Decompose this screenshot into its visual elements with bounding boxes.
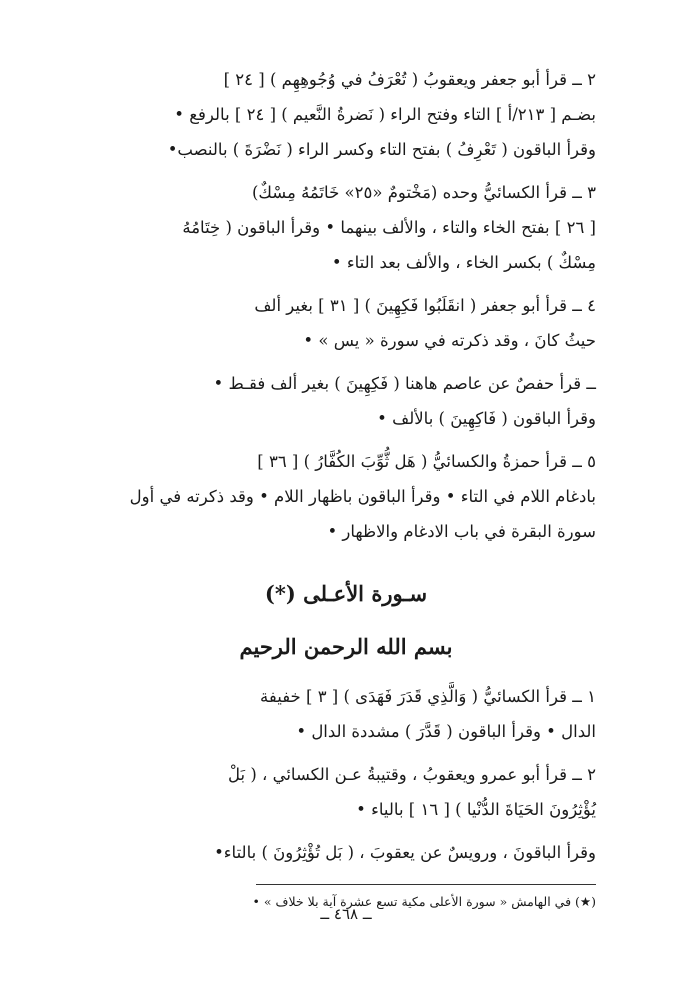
- page-body: [96, 62, 596, 912]
- reading-entry-2: [96, 62, 596, 167]
- text-line: ٢ ــ قرأ أبو عمرو ويعقوبُ ، وقتيبةُ عـن الكسائي ، ( بَلْ: [227, 765, 596, 784]
- text-line: يُؤْثِرُونَ الحَيَاةَ الدُّنْيا ) [ ١٦ ] بالياء •: [356, 800, 596, 819]
- reading-entry-3: [96, 175, 596, 280]
- text-line: سورة البقرة في باب الادغام والاظهار •: [327, 522, 596, 541]
- basmala: بسم الله الرحمن الرحيم: [239, 634, 453, 659]
- text-line: [ ٢٦ ] بفتح الخاء والتاء ، والألف بينهما • وقرأ الباقون ( خِتَامُهُ: [182, 218, 596, 237]
- page-number: ــ ٤٦٨ ــ: [320, 905, 372, 923]
- reading-entry-4: [96, 288, 596, 358]
- text-line: ٤ ــ قرأ أبو جعفر ( انقَلَبُوا فَكِهِينَ ) [ ٣١ ] بغير ألف: [254, 296, 596, 315]
- reading-entry-hafs: [96, 366, 596, 436]
- text-line: وقرأ الباقون ( فَاكِهِينَ ) بالألف •: [377, 409, 596, 428]
- text-line: حيثُ كانَ ، وقد ذكرته في سورة « يس » •: [303, 331, 596, 350]
- reading-entry-others: [96, 835, 596, 870]
- text-line: بضـم [ ٢١٣/أ ] التاء وفتح الراء ( نَضرةُ النَّعيم ) [ ٢٤ ] بالرفع •: [174, 105, 596, 124]
- text-line: ١ ــ قرأ الكسائيُّ ( وَالَّذِي قَدَرَ فَهَدَى ) [ ٣ ] خفيفة: [260, 687, 596, 706]
- text-line: مِسْكٌ ) بكسر الخاء ، والألف بعد التاء •: [331, 253, 596, 272]
- text-line: ــ قرأ حفصٌ عن عاصم هاهنا ( فَكِهِينَ ) بغير ألف فقـط •: [213, 374, 596, 393]
- text-line: وقرأ الباقون ( تَعْرِفُ ) بفتح التاء وكسر الراء ( نَضْرَةَ ) بالنصب•: [167, 140, 596, 159]
- text-line: ٥ ــ قرأ حمزةُ والكسائيُّ ( هَل ثُّوِّبَ الكُفَّارُ ) [ ٣٦ ]: [257, 452, 596, 471]
- text-line: بادغام اللام في التاء • وقرأ الباقون باظهار اللام • وقد ذكرته في أول: [129, 487, 596, 506]
- footnote-divider: [256, 884, 596, 885]
- surah-title: سـورة الأعـلى (*): [264, 581, 428, 606]
- text-line: ٢ ــ قرأ أبو جعفر ويعقوبُ ( تُعْرَفُ في وُجُوهِهِم ) [ ٢٤ ]: [223, 70, 596, 89]
- footnote: (★) في الهامش « سورة الأعلى مكية تسع عشرة آية بلا خلاف » •: [252, 894, 596, 909]
- text-line: الدال • وقرأ الباقون ( قَدَّرَ ) مشددة الدال •: [296, 722, 596, 741]
- reading-entry-5: [96, 444, 596, 549]
- reading-entry-2b: [96, 757, 596, 827]
- text-line: وقرأ الباقونَ ، ورويسٌ عن يعقوبَ ، ( بَل تُؤْثِرُونَ ) بالتاء•: [214, 843, 596, 862]
- text-line: ٣ ــ قرأ الكسائيُّ وحده (مَخْتومٌ «٢٥» خَاتَمُهُ مِسْكٌ): [251, 183, 596, 202]
- reading-entry-1: [96, 679, 596, 749]
